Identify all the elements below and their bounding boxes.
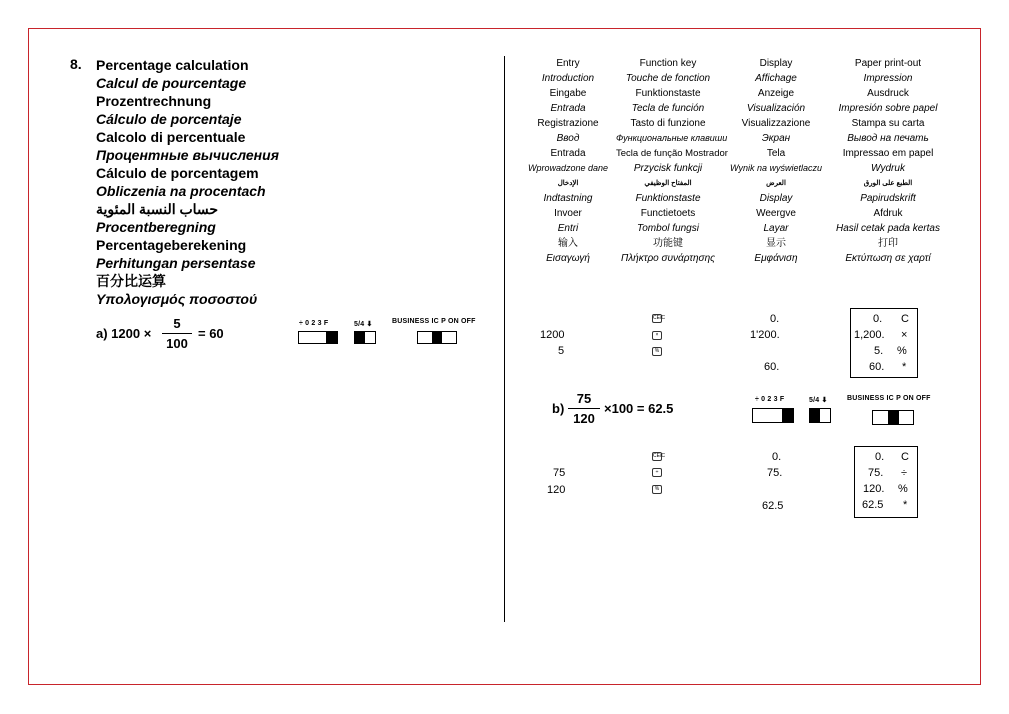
entry-value: 1200 (540, 329, 565, 341)
header-row (520, 251, 944, 266)
header-display: Layar (763, 223, 789, 234)
title-de: Prozentrechnung (96, 93, 212, 109)
header-display: Εμφάνιση (754, 253, 798, 264)
paper-symbol: % (898, 483, 908, 495)
title-en: Percentage calculation (96, 57, 249, 73)
example-a-denominator: 100 (166, 336, 188, 351)
header-row (520, 71, 944, 86)
header-function-key: Tecla de função Mostrador (616, 148, 728, 159)
paper-value: 1,200. (854, 329, 885, 341)
header-function-key: المفتاح الوظيفي (644, 180, 692, 187)
title-pl: Obliczenia na procentach (96, 183, 266, 199)
header-display: Anzeige (757, 88, 795, 99)
header-paper: Paper print-out (854, 58, 922, 69)
header-paper: Stampa su carta (851, 118, 925, 129)
switch-knob (326, 332, 337, 343)
header-paper: 打印 (878, 238, 898, 249)
clear-key-icon: CE/C (653, 315, 665, 321)
example-b-denominator: 120 (573, 411, 595, 426)
title-da: Procentberegning (96, 219, 216, 235)
title-es: Cálculo de porcentaje (96, 111, 242, 127)
header-entry: Εισαγωγή (546, 253, 590, 264)
paper-value: 62.5 (862, 499, 884, 511)
paper-value: 0. (873, 313, 883, 325)
column-headers (520, 56, 944, 266)
header-entry: الإدخال (557, 180, 579, 187)
mode-switch (872, 410, 914, 425)
switch-knob (355, 332, 365, 343)
header-row (520, 206, 944, 221)
example-a-prefix: a) 1200 × (96, 326, 152, 341)
mode-switch (417, 331, 457, 344)
header-paper: Вывод на печать (847, 133, 929, 144)
decimal-switch-label: ÷ 0 2 3 F (299, 320, 329, 327)
round-switch-label: 5/4 ⬇ (809, 397, 828, 404)
header-row (520, 56, 944, 71)
header-paper: الطبع على الورق (863, 180, 913, 187)
percent-key-icon: % (652, 485, 662, 494)
display-value: 0. (770, 313, 780, 325)
title-ar: حساب النسبة المئوية (96, 201, 219, 217)
paper-symbol: * (903, 499, 908, 511)
title-ru: Процентные вычисления (96, 147, 279, 163)
decimal-switch-label: ÷ 0 2 3 F (755, 396, 785, 403)
header-row (520, 131, 944, 146)
example-a-numerator: 5 (173, 316, 181, 331)
header-row (520, 146, 944, 161)
paper-value: 60. (869, 361, 885, 373)
header-display: Tela (766, 148, 786, 159)
header-entry: Eingabe (549, 88, 587, 99)
header-function-key: Functietoets (640, 208, 696, 219)
header-paper: Impression (863, 73, 913, 84)
example-a-result: = 60 (198, 326, 224, 341)
header-entry: Entrada (550, 103, 586, 114)
header-display: العرض (766, 180, 786, 187)
title-id: Perhitungan persentase (96, 255, 256, 271)
header-entry: Registrazione (537, 118, 599, 129)
header-entry: Entri (557, 223, 579, 234)
column-divider (504, 56, 505, 622)
entry-value: 75 (553, 467, 566, 479)
paper-symbol: × (901, 329, 908, 341)
header-function-key: Touche de fonction (625, 73, 711, 84)
header-paper: Impresión sobre papel (838, 103, 938, 114)
example-a-fraction (162, 316, 192, 351)
header-function-key: Funktionstaste (635, 88, 701, 99)
display-value: 1'200. (750, 329, 780, 341)
example-b-prefix: b) (552, 401, 565, 416)
display-value: 62.5 (762, 500, 784, 512)
header-paper: Afdruk (873, 208, 903, 219)
header-entry: Invoer (554, 208, 582, 219)
header-display: Weergve (756, 208, 796, 219)
example-b-fraction (568, 391, 600, 426)
paper-value: 120. (863, 483, 885, 495)
header-function-key: Przycisk funkcji (633, 163, 703, 174)
switch-knob (888, 411, 899, 424)
header-function-key: Function key (639, 58, 697, 69)
header-row (520, 176, 944, 191)
entry-value: 5 (558, 345, 565, 357)
paper-value: 0. (875, 451, 885, 463)
title-nl: Percentageberekening (96, 237, 247, 253)
header-function-key: Funktionstaste (635, 193, 701, 204)
header-paper: Hasil cetak pada kertas (836, 223, 940, 234)
display-value: 60. (764, 361, 780, 373)
mode-switch-label: BUSINESS IC P ON OFF (392, 318, 476, 325)
header-display: Display (759, 193, 793, 204)
header-row (520, 116, 944, 131)
header-display: Display (759, 58, 793, 69)
paper-symbol: C (901, 313, 909, 325)
header-entry: 输入 (558, 238, 578, 249)
header-row (520, 191, 944, 206)
header-entry: Entry (556, 58, 580, 69)
header-entry: Ввод (556, 133, 580, 144)
paper-symbol: C (901, 451, 909, 463)
header-display: Affichage (755, 73, 797, 84)
header-entry: Wprowadzone dane (527, 163, 609, 173)
title-pt: Cálculo de porcentagem (96, 165, 259, 181)
round-switch (809, 408, 831, 423)
clear-key-icon: CE/C (653, 453, 665, 459)
display-value: 0. (772, 451, 782, 463)
header-display: 显示 (766, 238, 786, 249)
mode-switch-label: BUSINESS IC P ON OFF (847, 395, 931, 402)
title-fr: Calcul de pourcentage (96, 75, 247, 91)
percent-key-icon: % (652, 347, 662, 356)
header-display: Visualizzazione (741, 118, 811, 129)
header-paper: Impressao em papel (842, 148, 934, 159)
header-display: Visualización (746, 103, 806, 114)
paper-symbol: * (902, 361, 907, 373)
round-switch (354, 331, 376, 344)
header-function-key: Tasto di funzione (630, 118, 706, 129)
decimal-switch (298, 331, 338, 344)
paper-printout (854, 446, 918, 518)
divide-key-icon: ÷ (652, 468, 662, 477)
header-function-key: Πλήκτρο συνάρτησης (620, 253, 715, 264)
header-entry: Indtastning (543, 193, 593, 204)
title-el: Υπολογισμός ποσοστού (96, 291, 258, 307)
header-row (520, 221, 944, 236)
header-paper: Wydruk (871, 163, 905, 174)
fraction-bar (568, 408, 600, 409)
display-value: 75. (767, 467, 783, 479)
section-number: 8. (70, 56, 82, 72)
entry-value: 120 (547, 484, 566, 496)
header-function-key: Tecla de función (631, 103, 705, 114)
section-titles (96, 56, 279, 308)
title-it: Calcolo di percentuale (96, 129, 246, 145)
header-entry: Introduction (541, 73, 595, 84)
decimal-switch (752, 408, 794, 423)
switch-knob (810, 409, 820, 422)
header-paper: Papirudskrift (860, 193, 916, 204)
paper-value: 5. (874, 345, 884, 357)
header-function-key: Функциональные клавиши (616, 133, 728, 143)
example-b-numerator: 75 (576, 391, 592, 406)
header-row (520, 236, 944, 251)
paper-value: 75. (868, 467, 884, 479)
switch-knob (432, 332, 442, 343)
switch-knob (782, 409, 793, 422)
multiply-key-icon: × (652, 331, 662, 340)
header-paper: Ausdruck (867, 88, 909, 99)
header-display: Wynik na wyświetlaczu (729, 163, 823, 173)
paper-symbol: ÷ (901, 467, 908, 479)
paper-symbol: % (897, 345, 907, 357)
title-zh: 百分比运算 (96, 273, 166, 289)
header-function-key: Tombol fungsi (637, 223, 699, 234)
header-entry: Entrada (550, 148, 586, 159)
header-row (520, 101, 944, 116)
fraction-bar (162, 333, 192, 334)
header-row (520, 86, 944, 101)
example-b-suffix: ×100 = 62.5 (604, 401, 674, 416)
round-switch-label: 5/4 ⬇ (354, 321, 373, 328)
header-display: Экран (761, 133, 791, 144)
header-function-key: 功能键 (653, 238, 683, 249)
paper-printout (850, 308, 918, 378)
header-row (520, 161, 944, 176)
header-paper: Εκτύπωση σε χαρτί (845, 253, 931, 264)
